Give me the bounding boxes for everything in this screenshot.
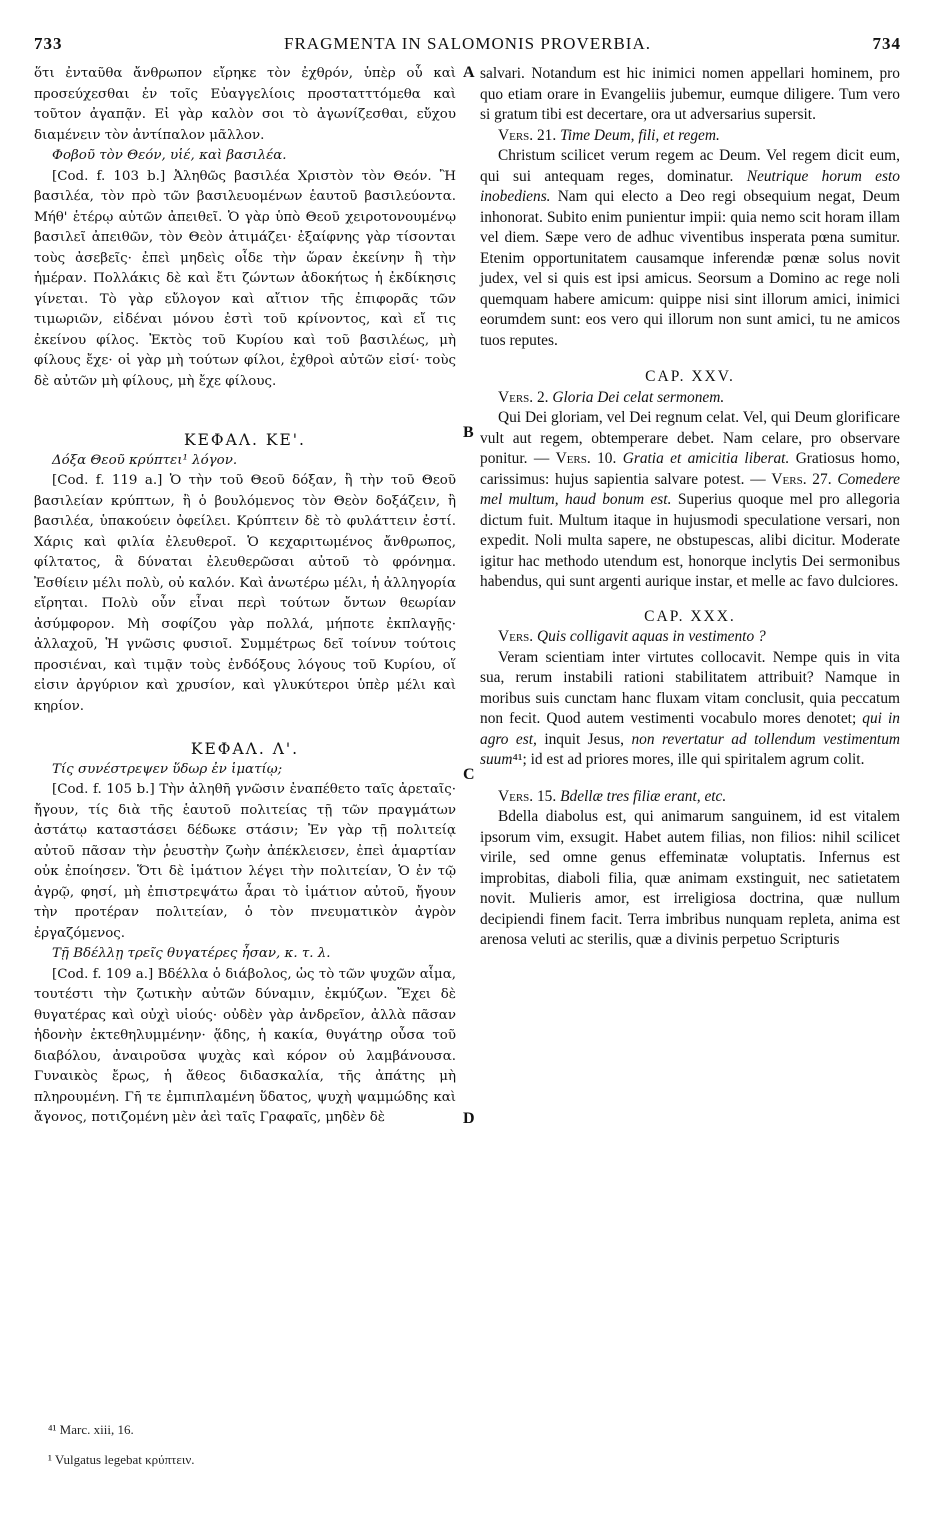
margin-marker-a: A [463, 64, 475, 81]
greek-paragraph: ὅτι ἐνταῦθα ἄνθρωπον εἴρηκε τὸν ἐχθρόν, ὑπὲρ οὗ καὶ προσεύχεσθαι ἐν τοῖς Εὐαγγελίοις προστατττόμεθα καὶ τοῦτον ἀγαπᾷν. Εἰ γὰρ καλὸν σοι τὸ ἀγωνίζεσθαι, εὔχου διαμένειν τὸν ἀντίπαλον μᾶλλον. [34, 66, 456, 143]
page-header [34, 34, 901, 62]
latin-paragraph: Bdella diabolus est, qui animarum sanguinem, id est vitalem ipsorum vim, exsugit. Habet autem filias, non filios: nihil scilicet virile, sed omne genus effeminatæ voluptatis. Infernus est improbitas, diaboli filia, quæ animam exstinguit, nec satietatem novit. Mulieris amor, est irreligiosa doctrina, quæ nullum decipiendi finem facit. Terra imbribus nunquam repleta, anima est arenosa veluti ac sterilis, quæ a divinis perpetuo Scripturis [480, 808, 900, 948]
verse-lemma: Quis colligavit aquas in vestimento ? [537, 628, 766, 645]
greek-column [34, 64, 456, 1129]
latin-text: Superius quoque mel pro allegoria dictum fuit. Multum itaque in hujusmodi speculatione versari, non expedit. Noli multa sapere, ne obstupescas, alibi dicitur. Moderate igitur hac methodo utendum est, honorque inclytis Dei sermonibus habendus, qui sunt argenti aurique instar, et melle ac favo dulciores. [480, 491, 900, 590]
latin-paragraph [480, 146, 900, 351]
greek-paragraph: [Cod. f. 103 b.] Ἀληθῶς βασιλέα Χριστὸν τὸν Θεόν. Ἢ βασιλέα, τὸν πρὸ τῶν βασιλευομένων ἑαυτοῦ βασιλεύοντα. Μήθ' ἑτέρῳ αὐτῶν ἀπειθεῖ. Ὁ γὰρ ὑπὸ Θεοῦ χειροτονουμένῳ βασιλεῖ ἀπειθῶν, τὸν Θεὸν ἀτιμάζει· ἐξαίφνης γὰρ τίσονται τοὺς ἀσεβεῖς· ἐπεὶ μηδεὶς οἶδε τὴν ὥραν ἐκείνην ἢ τὴν ἡμέραν. Πολλάκις δὲ καὶ ἔτι ζώντων ἀδοκήτως ἡ ἐκδίκησις γίνεται. Τὸ γὰρ εὔλογον καὶ αἴτιον τῆς ἐπιφορᾶς τῶν τιμωριῶν, εἰδέναι μόνου ἐστὶ τοῦ κρίνοντος, καὶ εἴ τις ἐκείνου φίλος. Ἐκτὸς τοῦ Κυρίου καὶ τοῦ βασιλέως, μὴ φίλους ἔχε· οἱ γὰρ μὴ τούτων φίλοι, ἐχθροὶ αὐτῶν εἰσί· τοὺς δὲ αὐτῶν μὴ φίλους, μὴ ἔχε φίλους. [34, 168, 456, 389]
latin-text: Nam qui electo a Deo regi obsequium negat, Deum inhonorat. Subito enim punientur impii: quia nemo scit horam illam vel diem. Sæpe vero de adhuc viventibus insperata pœna sumitur. Etenim opportunitatem causamque inferendæ pœnæ solus novit judex, vel si quis est ipsi amicus. Seorsum a Domino ac rege noli quemquam habere amicum: quippe nisi sint illorum amici, inimici eorumdem sunt: eos vero qui illorum non sunt amici, tu ne amicos tuos reputes. [480, 188, 900, 349]
margin-marker-b: B [463, 424, 474, 441]
greek-lemma: Τῇ Βδέλλῃ τρεῖς θυγατέρες ἦσαν, κ. τ. λ. [52, 946, 331, 961]
latin-quote: non revertatur ad tollendum vestimentum suum [480, 730, 900, 768]
greek-lemma: Τίς συνέστρεψεν ὕδωρ ἐν ἱματίῳ; [52, 761, 283, 777]
verse-label: Vers. 10. [555, 450, 617, 467]
latin-text: Gratiosus homo, carissimus: hujus sapientia salvare potest. — [480, 450, 900, 488]
greek-paragraph: [Cod. f. 105 b.] Τὴν ἀληθῆ γνῶσιν ἐναπέθετο ταῖς ἀρεταῖς· ἤγουν, τίς διὰ τῆς ἑαυτοῦ πολιτείας τῇ τῶν πραγμάτων ἀστάτῳ καταστάσει δέδωκε στάσιν; Ἐν γὰρ τῇ πολιτείᾳ αὐτοῦ πᾶσαν τὴν ῥευστὴν ζωὴν ἀπέκλεισεν, ἐπεὶ ἁμαρτίαν οὐκ ἐποίησεν. Ὅτι δὲ ἱμάτιον λέγει τὴν πολιτείαν, Ὁ ἐν τῷ ἀγρῷ, φησί, μὴ ἐπιστρεψάτω ἆραι τὸ ἱμάτιον αὐτοῦ, ἤγουν τὴν προτέραν πολιτείαν, ὁ τὸν πνευματικὸν ἀγρὸν ἐργαζόμενος. [34, 782, 456, 941]
latin-chapter-heading: CAP. XXX. [644, 607, 736, 625]
greek-lemma: Δόξα Θεοῦ κρύπτει¹ λόγον. [52, 452, 238, 468]
margin-marker-d: D [463, 1110, 475, 1127]
latin-text: inquit Jesus, [544, 730, 625, 748]
latin-chapter-heading: CAP. XXV. [645, 368, 735, 385]
latin-quote: qui in agro est, [480, 710, 900, 748]
latin-text: Christum scilicet verum regem ac Deum. Vel regem dicit eum, qui sui antequam reges, dominatur. [480, 147, 900, 185]
latin-lemma: Neutrique horum esto inobediens. [480, 167, 900, 205]
latin-paragraph: salvari. Notandum est hic inimici nomen appellari hominem, pro quo etiam orare in Evangeliis jubemur, eumque diligere. Tum vero si gratum tibi est decertare, ora ut adversarius supersit. [480, 65, 900, 123]
latin-verse-line [480, 627, 900, 648]
greek-paragraph: [Cod. f. 109 a.] Βδέλλα ὁ διάβολος, ὡς τὸ τῶν ψυχῶν αἷμα, τουτέστι τὴν ζωτικὴν αὐτῶν δύναμιν, ἐκμύζων. Ἔχει δὲ θυγατέρας καὶ οὐχὶ υἱούς· οὐδὲν γὰρ ἀνδρεῖον, ἀλλὰ πᾶσαν ἡδονὴν ἐκτεθηλυμμένην· ᾅδης, ἡ κακία, θυγάτηρ οὖσα τοῦ διαβόλου, ἀναιροῦσα ψυχὰς καὶ κόρον οὐ λαμβάνουσα. Γυναικὸς ἔρως, ἡ ἄθεος διδασκαλία, τῆς ἀπάτης μὴ πληρουμένη. Γῆ τε ἐμπιπλαμένη ὕδατος, ψυχὴ ψαμμώδης καὶ ἄγονος, ποτιζομένη μὲν ἀεὶ ταῖς Γραφαῖς, μηδὲν δὲ [34, 966, 456, 1125]
footnote-ref: ⁴¹ [512, 751, 523, 768]
running-title: FRAGMENTA IN SALOMONIS PROVERBIA. [284, 34, 651, 53]
verse-lemma: Time Deum, fili, et regem. [560, 126, 720, 144]
verse-label: Vers. 27. [771, 470, 832, 488]
latin-text: Qui Dei gloriam, vel Dei regnum celat. Vel, qui Deum glorificare vult aut regem, obtemperare debet. Nam celare, pro observare ponitur. — [480, 409, 900, 467]
latin-verse-line [480, 787, 900, 808]
greek-paragraph: [Cod. f. 119 a.] Ὁ τὴν τοῦ Θεοῦ δόξαν, ἢ τὴν τοῦ Θεοῦ βασιλείαν κρύπτων, ἢ ὁ βουλόμενος τὸν Θεὸν δοξάζειν, ἢ βασιλέα, ὑπακούειν ὀφείλει. Κρύπτειν δὲ τὸ φυλάττειν ἐστί. Χάρις καὶ φιλία ἐλευθεροῖ. Ὁ κεχαριτωμένος ἄνθρωπος, φίλτατος, ἃ δύναται ἐλευθερῶσαι αὐτοῦ τὸ φρόνημα. Ἐσθίειν μέλι πολὺ, οὐ καλόν. Καὶ ἀνωτέρω μέλι, ἡ ἀλληγορία εἴρηται. Πολὺ οὖν εἶναι περὶ τούτων ὄντων θεωρίαν ἀσύμφορον. Μὴ σοφίζου γὰρ πολλά, μήποτε ἐκπλαγῇς· ἀλλαχοῦ, Ἡ γνῶσις φυσιοῖ. Συμμέτρως δεῖ τοίνυν τούτοις προσιέναι, καὶ τιμᾷν τοὺς ἐνδόξους λόγους τοῦ Κυρίου, οἵ εἰσιν ἀργύριον καὶ χρυσίον, καὶ γλυκύτεροι ὑπὲρ μέλι καὶ κηρίον. [34, 473, 456, 714]
margin-marker-c: C [463, 766, 475, 783]
verse-lemma: Bdellæ tres filiæ erant, etc. [560, 787, 727, 805]
verse-lemma: Gloria Dei celat sermonem. [552, 388, 725, 406]
verse-label: Vers. 21. [498, 126, 557, 144]
latin-column [480, 64, 900, 951]
latin-verse-line [480, 126, 900, 147]
greek-chapter-heading: ΚΕΦΑΛ. ΚΕ'. [184, 431, 306, 449]
verse-lemma: Comedere mel multum, haud bonum est. [480, 470, 901, 508]
latin-paragraph [480, 648, 900, 771]
page-number-left: 733 [34, 34, 63, 53]
latin-text: ; id est ad priores mores, ille qui spiritalem agrum colit. [522, 751, 865, 768]
verse-lemma: Gratia et amicitia liberat. [622, 450, 790, 467]
verse-label: Vers. [498, 628, 534, 645]
footnote: ⁴¹ Marc. xiii, 16. [48, 1422, 134, 1437]
latin-verse-line [480, 388, 900, 409]
verse-label: Vers. 15. [498, 787, 557, 805]
greek-lemma: Φοβοῦ τὸν Θεόν, υἱέ, καὶ βασιλέα. [52, 148, 287, 163]
page-number-right: 734 [872, 34, 901, 53]
latin-text: Veram scientiam inter virtutes collocavit. Nempe quis in vita sua, rerum instabili rationi stabilitatem attribuit? Namque in moribus suis cunctam hanc fluxam vitam conclusit, quia peccatum non fecit. Quod autem vestimenti vocabulo mores denotet; [480, 648, 900, 727]
footnote: ¹ Vulgatus legebat κρύπτειν. [48, 1452, 195, 1467]
verse-label: Vers. 2. [498, 388, 549, 406]
latin-paragraph [480, 408, 900, 593]
greek-chapter-heading: ΚΕΦΑΛ. Λ'. [190, 740, 300, 758]
